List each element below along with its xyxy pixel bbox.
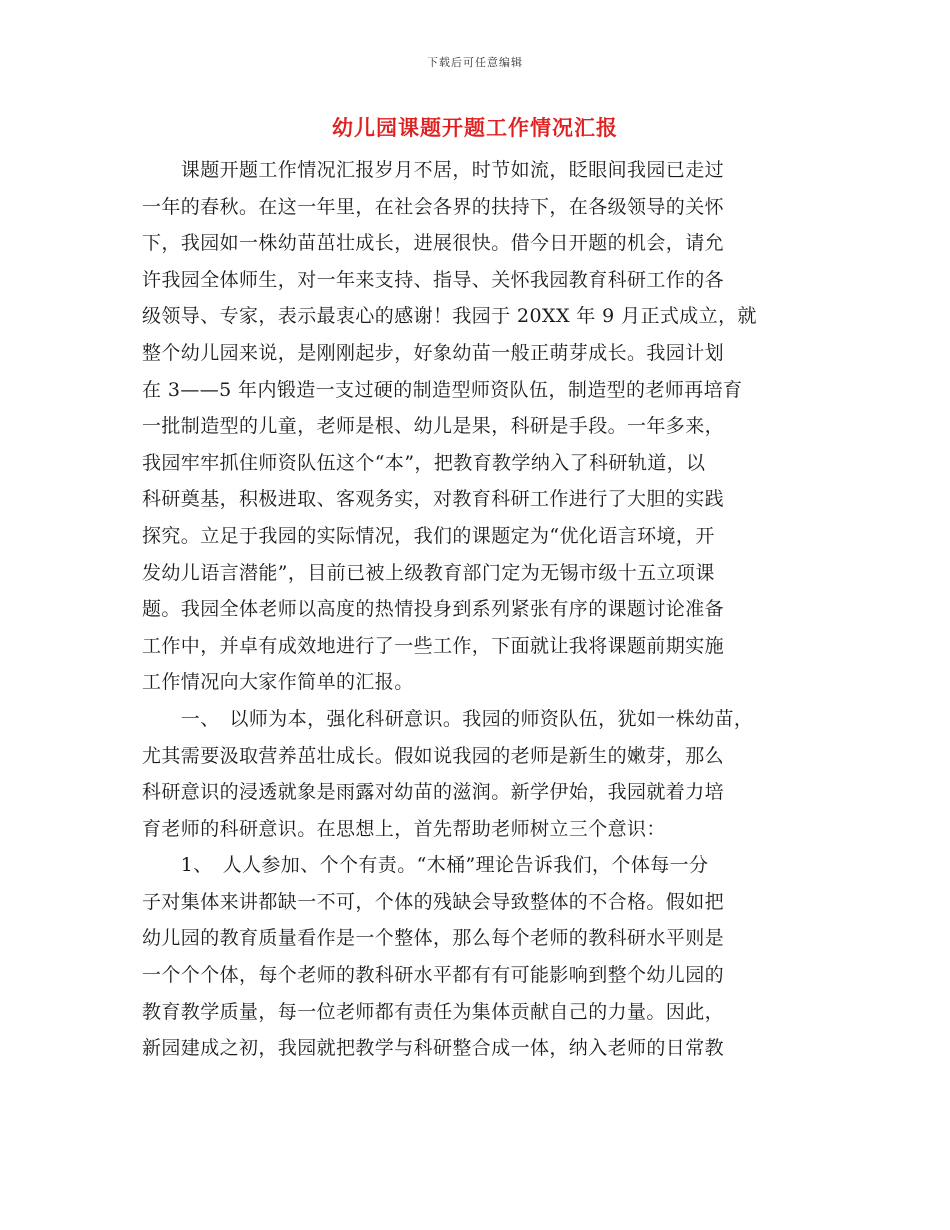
body-text-line: 一年的春秋。在这一年里，在社会各界的扶持下，在各级领导的关怀	[142, 195, 725, 218]
body-text-line: 下，我园如一株幼苗茁壮成长，进展很快。借今日开题的机会，请允	[142, 232, 725, 255]
document-body	[142, 152, 807, 1067]
body-text-line: 工作情况向大家作简单的汇报。	[142, 671, 414, 694]
body-text-line: 发幼儿语言潜能”，目前已被上级教育部门定为无锡市级十五立项课	[142, 561, 715, 584]
body-text-line: 1、 人人参加、个个有责。“木桶”理论告诉我们，个体每一分	[142, 854, 709, 877]
body-text-line: 幼儿园的教育质量看作是一个整体，那么每个老师的教科研水平则是	[142, 927, 725, 950]
body-text-line: 探究。立足于我园的实际情况，我们的课题定为“优化语言环境，开	[142, 524, 715, 547]
body-text-line: 教育教学质量，每一位老师都有责任为集体贡献自己的力量。因此，	[142, 1000, 725, 1023]
body-text-line: 级领导、专家，表示最衷心的感谢！我园于 20XX 年 9 月正式成立，就	[142, 305, 757, 328]
body-text-line: 我园牢牢抓住师资队伍这个“本”，把教育教学纳入了科研轨道，以	[142, 451, 706, 474]
body-text-line: 整个幼儿园来说，是刚刚起步，好象幼苗一般正萌芽成长。我园计划	[142, 341, 725, 364]
body-text-line: 子对集体来讲都缺一不可，个体的残缺会导致整体的不合格。假如把	[142, 890, 725, 913]
body-text-line: 工作中，并卓有成效地进行了一些工作，下面就让我将课题前期实施	[142, 634, 725, 657]
body-text-line: 育老师的科研意识。在思想上，首先帮助老师树立三个意识：	[142, 817, 666, 840]
body-text-line: 在 3——5 年内锻造一支过硬的制造型师资队伍，制造型的老师再培育	[142, 378, 743, 401]
body-text-line: 科研意识的浸透就象是雨露对幼苗的滋润。新学伊始，我园就着力培	[142, 781, 725, 804]
body-text-line: 一、 以师为本，强化科研意识。我园的师资队伍，犹如一株幼苗，	[142, 707, 754, 730]
body-text-line: 科研奠基，积极进取、客观务实，对教育科研工作进行了大胆的实践	[142, 488, 725, 511]
body-text-line: 许我园全体师生，对一年来支持、指导、关怀我园教育科研工作的各	[142, 268, 725, 291]
page-header-note: 下载后可任意编辑	[427, 56, 523, 69]
body-text-line: 新园建成之初，我园就把教学与科研整合成一体，纳入老师的日常教	[142, 1037, 725, 1060]
document-title: 幼儿园课题开题工作情况汇报	[332, 115, 618, 140]
body-text-line: 尤其需要汲取营养茁壮成长。假如说我园的老师是新生的嫩芽，那么	[142, 744, 725, 767]
body-text-line: 题。我园全体老师以高度的热情投身到系列紧张有序的课题讨论准备	[142, 598, 725, 621]
body-text-line: 一个个个体，每个老师的教科研水平都有有可能影响到整个幼儿园的	[142, 964, 725, 987]
body-text-line: 课题开题工作情况汇报岁月不居，时节如流，眨眼间我园已走过	[142, 159, 725, 181]
body-text-line: 一批制造型的儿童，老师是根、幼儿是果，科研是手段。一年多来，	[142, 415, 725, 438]
